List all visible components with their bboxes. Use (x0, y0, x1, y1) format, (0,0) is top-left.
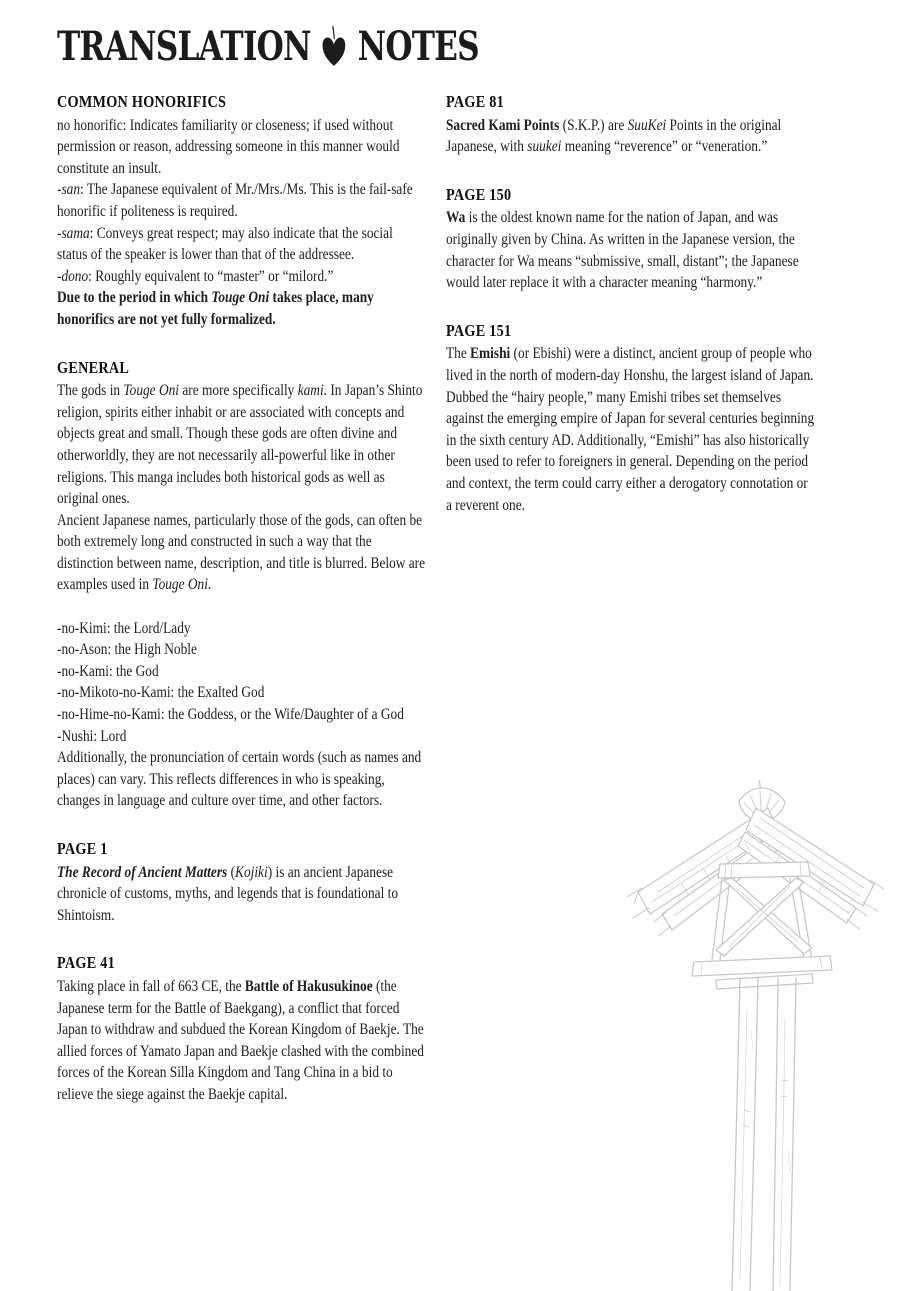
paragraph: The gods in Touge Oni are more specifically kami. In Japan’s Shinto religion, spirits either inhabit or are associated with concepts and objects great and small. Though these gods are often divine and otherworldly, they are not necessarily all-powerful like in other religions. This manga includes both historical gods as well as original ones. (57, 382, 423, 508)
honorific-entry: -san: The Japanese equivalent of Mr./Mrs./Ms. This is the fail-safe honorific if politeness is required. (57, 181, 413, 220)
name-suffix-list (57, 618, 425, 748)
section-heading: PAGE 150 (446, 184, 512, 204)
paragraph: Wa is the oldest known name for the nation of Japan, and was originally given by China. As written in the Japanese version, the character for Wa means “submissive, small, distant”; the Japanese would later replace it with a character meaning “harmony.” (446, 209, 799, 292)
section-page-151 (446, 320, 817, 516)
list-item: -Nushi: Lord (57, 727, 127, 745)
page-title (57, 23, 479, 70)
section-heading: GENERAL (57, 357, 130, 377)
section-heading: COMMON HONORIFICS (57, 92, 227, 111)
thatched-signpost-illustration (620, 780, 900, 1291)
section-heading: PAGE 151 (446, 320, 512, 340)
paragraph: Additionally, the pronunciation of certain words (such as names and places) can vary. This reflects differences in who is speaking, changes in language and culture over time, and other factors. (57, 749, 422, 810)
left-column (57, 91, 425, 1106)
section-heading: PAGE 1 (57, 839, 108, 858)
paragraph: Ancient Japanese names, particularly those of the gods, can often be both extremely long and constructed in such a way that the distinction between name, description, and title is blurred. Below are examples used in Touge Oni. (57, 511, 426, 594)
section-page-1 (57, 838, 425, 926)
section-page-150 (446, 184, 817, 294)
title-word-notes: NOTES (357, 23, 479, 70)
paragraph: The Emishi (or Ebishi) were a distinct, ancient group of people who lived in the north of modern-day Honshu, the largest island of Japan. Dubbed the “hairy people,” many Emishi tribes set themselves against the emerging empire of Japan for several centuries beginning in the sixth century AD. Additionally, “Emishi” has also historically been used to refer to foreigners in general. Depending on the period and context, the term could carry either a derogatory connotation or a reverent one. (446, 345, 815, 514)
list-item: -no-Ason: the High Noble (57, 641, 197, 659)
paragraph: Taking place in fall of 663 CE, the Battle of Hakusukinoe (the Japanese term for the Battle of Baekgang), a conflict that forced Japan to withdraw and subdued the Korean Kingdom of Baekje. The allied forces of Yamato Japan and Baekje clashed with the combined forces of the Korean Silla Kingdom and Tang China in a bid to relieve the siege against the Baekje capital. (57, 977, 424, 1103)
list-item: -no-Kami: the God (57, 662, 159, 680)
list-item: -no-Mikoto-no-Kami: the Exalted God (57, 684, 265, 702)
honorific-entry: -dono: Roughly equivalent to “master” or “milord.” (57, 267, 334, 285)
list-item: -no-Kimi: the Lord/Lady (57, 619, 191, 637)
honorific-entry: no honorific: Indicates familiarity or closeness; if used without permission or reason, addressing someone in this manner would constitute an insult. (57, 116, 400, 177)
section-common-honorifics (57, 91, 425, 331)
list-item: -no-Hime-no-Kami: the Goddess, or the Wife/Daughter of a God (57, 706, 404, 724)
section-general (57, 357, 425, 812)
paragraph: The Record of Ancient Matters (Kojiki) is an ancient Japanese chronicle of customs, myths, and legends that is foundational to Shintoism. (57, 863, 399, 924)
section-page-81 (446, 91, 817, 158)
right-column (446, 91, 817, 516)
paragraph: Sacred Kami Points (S.K.P.) are SuuKei Points in the original Japanese, with suukei meaning “reverence” or “veneration.” (446, 116, 782, 156)
section-heading: PAGE 81 (446, 92, 505, 111)
ivy-leaf-icon (322, 26, 347, 68)
title-word-translation: TRANSLATION (57, 23, 311, 70)
section-heading: PAGE 41 (57, 953, 116, 973)
section-page-41 (57, 952, 425, 1105)
honorific-entry: -sama: Conveys great respect; may also indicate that the social status of the speaker is lower than that of the addressee. (57, 224, 393, 264)
honorifics-period-note: Due to the period in which Touge Oni takes place, many honorifics are not yet fully formalized. (57, 289, 374, 328)
